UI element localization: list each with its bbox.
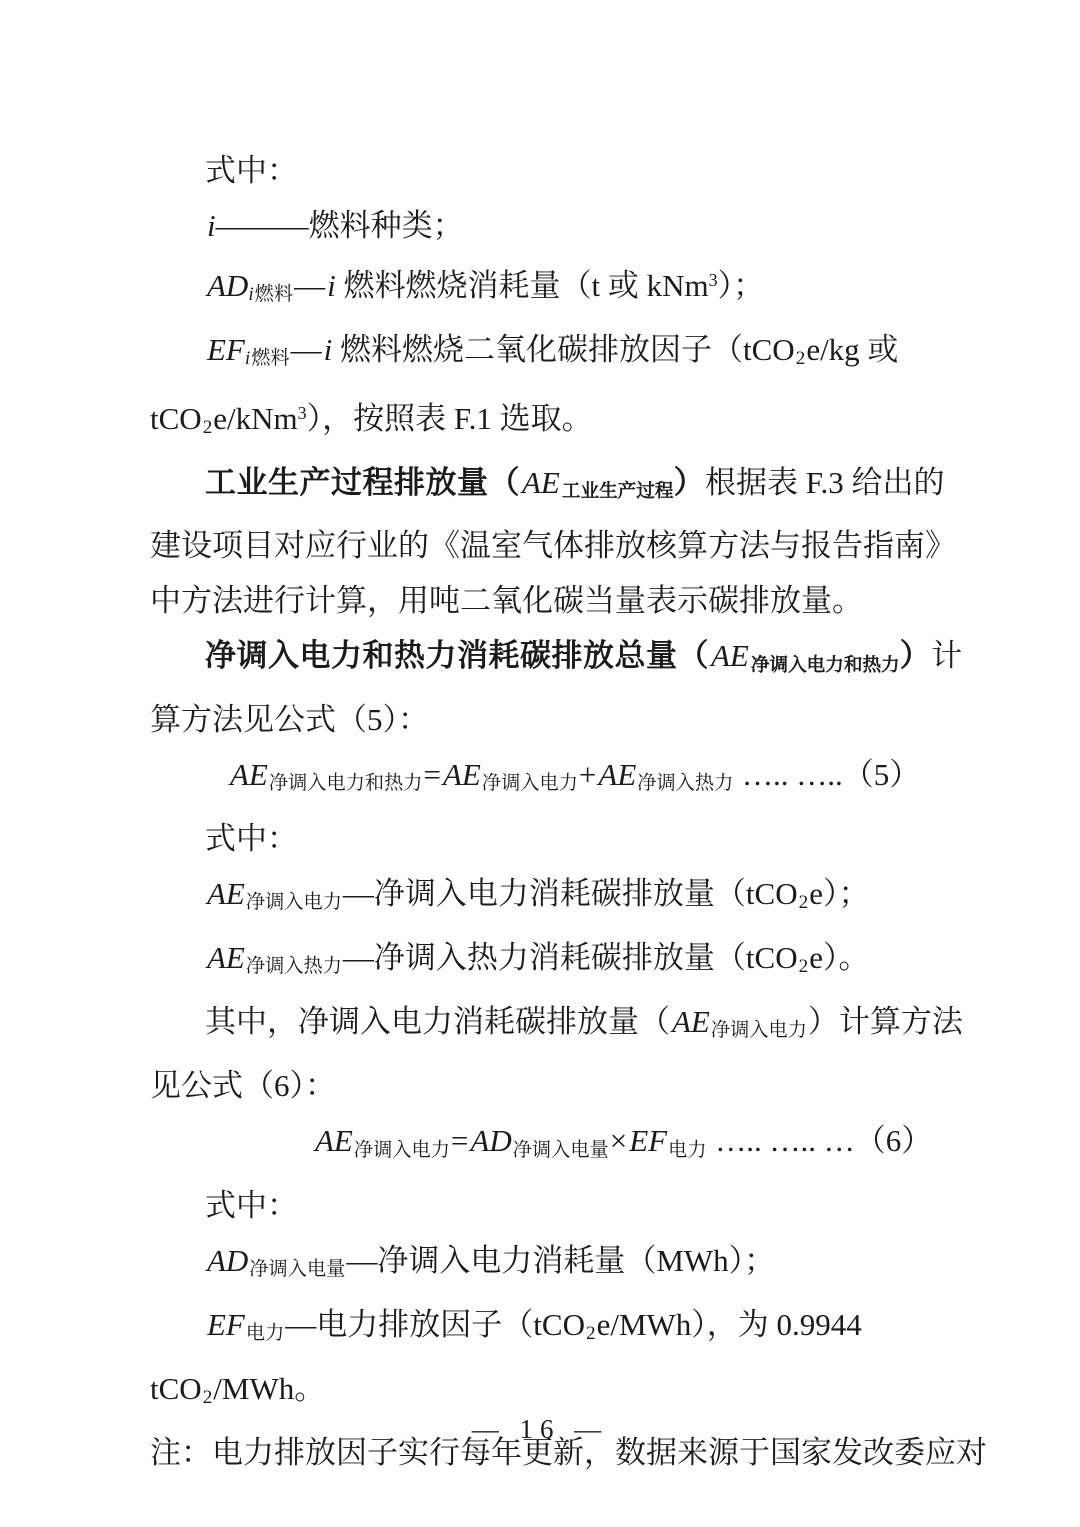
text-segment: tCO (150, 1371, 202, 1407)
math-variable: i (244, 348, 251, 370)
math-variable: AE (598, 756, 637, 792)
para-industrial-process-cont2 (150, 573, 948, 628)
formula-intro-1 (150, 143, 948, 198)
document-body (150, 143, 987, 1480)
text-segment: 电力 (245, 1323, 285, 1345)
text-segment: 式中： (205, 1187, 298, 1223)
text-segment: e/MWh），为 0.9944 (596, 1306, 862, 1342)
para-net-power-heat-cont (150, 692, 948, 747)
text-segment: ）； (717, 267, 765, 303)
text-segment: 算方法见公式（5）： (150, 701, 429, 737)
math-variable: AE (443, 756, 481, 792)
text-segment: 2 (202, 417, 213, 439)
text-segment: 3 (708, 270, 718, 290)
text-segment: = (450, 1123, 469, 1159)
para-net-power (150, 994, 963, 1058)
math-variable: i (207, 208, 216, 243)
text-segment: 2 (202, 1387, 213, 1409)
text-segment: 其中，净调入电力消耗碳排放量（ (205, 1004, 670, 1040)
text-segment: —净调入电力消耗碳排放量（tCO (342, 875, 798, 911)
text-segment: + (578, 756, 597, 792)
text-segment: 净调入电力 (245, 892, 342, 913)
text-segment: 净调入电量 (512, 1139, 609, 1161)
text-segment: 净调入电力 (710, 1020, 807, 1042)
page-number: — 16 — (471, 1414, 609, 1444)
text-segment: — (294, 267, 326, 303)
text-segment: 2 (798, 956, 809, 978)
math-variable: AE (207, 875, 245, 911)
symbol-def-ef-fuel (150, 322, 948, 386)
text-segment: ） (673, 465, 705, 501)
text-segment: 燃料 (254, 284, 294, 306)
text-segment: 燃料 (251, 348, 290, 370)
text-segment: ——— (215, 208, 309, 243)
math-variable: i (323, 332, 333, 368)
formula-intro-3 (150, 1178, 948, 1233)
text-segment: 燃料燃烧二氧化碳排放因子（tCO (332, 332, 795, 368)
para-net-power-heat (150, 628, 963, 691)
text-segment: 净调入热力 (245, 956, 342, 978)
math-variable: EF (207, 1306, 245, 1342)
math-variable: AE (230, 756, 268, 792)
formula-6 (150, 1113, 948, 1177)
symbol-def-ad-fuel (150, 253, 948, 322)
symbol-def-ef-power (150, 1297, 948, 1361)
symbol-def-ef-fuel-cont (150, 386, 948, 455)
text-segment: × (609, 1123, 628, 1159)
text-segment: 3 (297, 403, 307, 424)
text-segment: e/kNm (213, 401, 298, 437)
text-segment: 净调入电力 (353, 1139, 450, 1161)
para-industrial-process (150, 455, 948, 518)
text-segment: 工业生产过程排放量（ (205, 465, 520, 501)
text-segment: — (290, 332, 322, 368)
text-segment: 计 (931, 638, 963, 674)
math-variable: AE (207, 940, 245, 975)
text-segment: 见公式（6）： (150, 1068, 336, 1104)
text-segment: 2 (798, 892, 809, 913)
text-segment: /MWh。 (213, 1371, 326, 1407)
math-variable: AE (711, 638, 749, 674)
text-segment: 净调入电力和热力 (268, 772, 423, 794)
text-segment: —净调入电力消耗量（MWh）； (346, 1242, 776, 1278)
math-variable: AD (207, 267, 249, 303)
text-segment: 电力 (668, 1139, 707, 1161)
para-industrial-process-cont1 (150, 518, 956, 573)
math-variable: i (327, 267, 336, 303)
text-segment: ），按照表 F.1 选取。 (306, 401, 593, 437)
text-segment: 2 (585, 1323, 596, 1345)
text-segment: —电力排放因子（tCO (285, 1306, 585, 1342)
text-segment: 式中： (205, 153, 298, 188)
text-segment: 净调入热力 (637, 772, 734, 794)
text-segment: ） (899, 638, 932, 674)
para-net-power-cont (150, 1058, 948, 1113)
math-variable: AE (315, 1123, 353, 1159)
formula-intro-2 (150, 811, 948, 866)
text-segment: 式中： (205, 820, 298, 856)
text-segment: 根据表 F.3 给出的 (704, 465, 945, 501)
text-segment: 净调入电力 (481, 772, 578, 794)
text-segment: 工业生产过程 (561, 480, 674, 502)
math-variable: AE (672, 1004, 710, 1040)
text-segment: ）计算方法 (807, 1004, 963, 1040)
math-variable: EF (207, 332, 245, 368)
text-segment: 净调入电量 (249, 1258, 346, 1280)
symbol-def-ad-power (150, 1233, 948, 1297)
text-segment: tCO (150, 401, 202, 437)
math-variable: AD (207, 1242, 249, 1278)
math-variable: i (248, 284, 254, 306)
symbol-def-ae-heat (150, 930, 948, 994)
formula-5 (150, 747, 948, 811)
text-segment: ….. ….. …（6） (707, 1123, 933, 1159)
text-segment: 净调入电力和热力 (750, 653, 900, 675)
text-segment: 净调入电力和热力消耗碳排放总量（ (205, 638, 709, 674)
text-segment: 2 (795, 348, 806, 370)
text-segment: 燃料燃烧消耗量（t 或 kNm (335, 267, 709, 303)
text-segment: e）。 (809, 940, 870, 975)
math-variable: AE (522, 465, 560, 501)
text-segment: —净调入热力消耗碳排放量（tCO (342, 940, 798, 975)
math-variable: EF (629, 1123, 668, 1159)
text-segment: e）； (809, 875, 870, 911)
text-segment: 建设项目对应行业的《温室气体排放核算方法与报告指南》 (150, 528, 956, 564)
math-variable: AD (470, 1123, 512, 1159)
text-segment: 燃料种类； (308, 208, 464, 243)
text-segment: 注：电力排放因子实行每年更新，数据来源于国家发改委应对 (150, 1435, 987, 1471)
symbol-def-i (150, 198, 948, 253)
text-segment: ….. …..（5） (734, 756, 921, 792)
symbol-def-ae-power (150, 866, 948, 930)
text-segment: 中方法进行计算，用吨二氧化碳当量表示碳排放量。 (150, 583, 863, 619)
text-segment: e/kg 或 (806, 332, 899, 368)
text-segment: = (423, 756, 441, 792)
